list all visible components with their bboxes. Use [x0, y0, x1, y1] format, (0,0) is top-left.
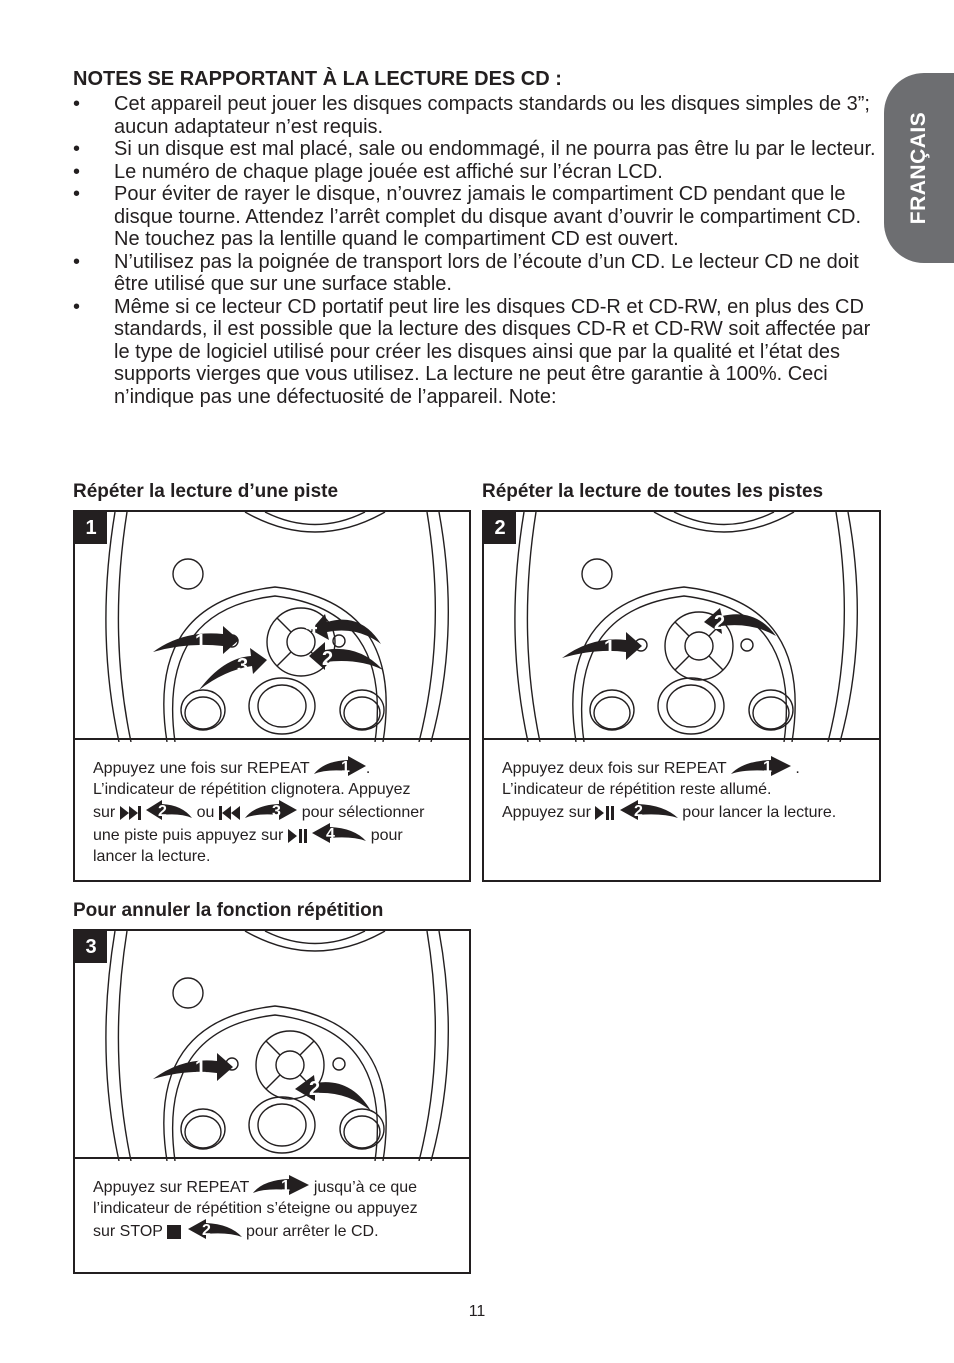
- notes-item-text: Pour éviter de rayer le disque, n’ouvrez jamais le compartiment CD pendant que le disque tourne. Attendez l’arrêt complet du disque avant d’ouvrir le compartiment CD. Ne touchez pas la lentille quand le compartiment CD est ouvert.: [114, 183, 862, 250]
- arrow-badge-icon: [314, 756, 366, 776]
- bullet: •: [73, 295, 81, 318]
- caption-text: Appuyez deux fois sur REPEAT: [502, 760, 727, 777]
- play-pause-icon: [288, 829, 308, 843]
- caption-text: l’indicateur de répétition s’éteigne ou appuyez: [93, 1200, 418, 1217]
- caption-text: Appuyez sur REPEAT: [93, 1179, 249, 1196]
- arrow-badge-icon: [245, 800, 297, 820]
- cd-player-illustration: [75, 931, 469, 1161]
- caption-text: ou: [196, 804, 215, 821]
- page-number: 11: [468, 1303, 486, 1320]
- arrow-label: 2: [309, 1078, 321, 1100]
- caption-text: Appuyez une fois sur REPEAT: [93, 760, 310, 777]
- bullet: •: [73, 183, 81, 205]
- caption-text: jusqu’à ce que: [313, 1179, 418, 1196]
- caption-text: pour: [370, 827, 403, 844]
- stop-icon: [167, 1225, 183, 1239]
- notes-item: [73, 93, 883, 138]
- panel-caption: [75, 738, 469, 880]
- bullet: •: [73, 138, 81, 160]
- notes-item-text: Le numéro de chaque plage jouée est affiché sur l’écran LCD.: [114, 160, 663, 183]
- bullet: •: [73, 160, 81, 183]
- caption-text: pour arrêter le CD.: [246, 1223, 379, 1240]
- skip-next-icon: [120, 806, 142, 820]
- notes-title: NOTES SE RAPPORTANT À LA LECTURE DES CD :: [73, 68, 562, 90]
- panel-repeat-one: [73, 510, 471, 882]
- arrow-label: 4: [306, 615, 318, 637]
- arrow-label: 2: [322, 648, 334, 670]
- caption-text: sur: [93, 804, 116, 821]
- skip-previous-icon: [219, 806, 241, 820]
- notes-item-text: Même si ce lecteur CD portatif peut lire les disques CD-R et CD-RW, en plus des CD standards, il est possible que la lecture des disques CD-R et CD-RW soit affectée par le type de logiciel utilisé pour créer les disques ainsi que par la qualité et l’état des supports vierges que vous utilisez. La lecture ne peut être garantie à 100%. Ceci n’indique pas une défectuosité de l’appareil. Note:: [114, 295, 871, 408]
- notes-list: [73, 93, 883, 408]
- cd-player-illustration: [484, 512, 879, 742]
- badge-number: 2: [633, 803, 643, 820]
- caption-text: sur STOP: [93, 1223, 163, 1240]
- arrow-badge-icon: [731, 756, 791, 776]
- caption-text: .: [795, 760, 800, 777]
- notes-item-text: Si un disque est mal placé, sale ou endommagé, il ne pourra pas être lu par le lecteur.: [114, 138, 876, 160]
- section-title-repeat-one: Répéter la lecture d’une piste: [73, 481, 339, 502]
- badge-number: 1: [281, 1178, 291, 1195]
- arrow-badge-icon: [620, 800, 678, 820]
- notes-item-text: N’utilisez pas la poignée de transport lors de l’écoute d’un CD. Le lecteur CD ne doit être utilisé que sur une surface stable.: [114, 250, 859, 295]
- panel-repeat-all: [482, 510, 881, 882]
- play-pause-icon: [595, 806, 615, 820]
- badge-number: 3: [272, 803, 282, 820]
- caption-text: .: [365, 760, 371, 777]
- arrow-label: 3: [237, 655, 249, 677]
- badge-number: 1: [340, 759, 350, 776]
- arrow-label: 1: [195, 631, 207, 653]
- section-title-cancel-repeat: Pour annuler la fonction répétition: [73, 900, 384, 921]
- panel-caption: [75, 1157, 469, 1272]
- badge-number: 2: [201, 1222, 211, 1239]
- notes-item: [73, 161, 883, 184]
- arrow-1: [153, 1053, 233, 1081]
- arrow-label: 1: [195, 1057, 207, 1079]
- badge-number: 4: [326, 826, 336, 843]
- arrow-label: 1: [604, 637, 616, 659]
- language-tab: [884, 73, 954, 263]
- panel-number: 3: [75, 931, 107, 963]
- bullet: •: [73, 93, 81, 115]
- badge-number: 2: [158, 803, 168, 820]
- notes-item: [73, 183, 883, 251]
- arrow-label: 2: [714, 612, 726, 634]
- section-title-repeat-all: Répéter la lecture de toutes les pistes: [482, 481, 824, 502]
- arrow-badge-icon: [188, 1219, 242, 1239]
- caption-text: L’indicateur de répétition clignotera. Appuyez: [93, 781, 411, 798]
- arrow-badge-icon: [253, 1175, 309, 1195]
- notes-item: [73, 138, 883, 161]
- arrow-badge-icon: [312, 823, 366, 843]
- caption-text: une piste puis appuyez sur: [93, 827, 284, 844]
- notes-item: [73, 296, 883, 409]
- caption-text: pour lancer la lecture.: [682, 804, 837, 821]
- badge-number: 1: [762, 759, 772, 776]
- bullet: •: [73, 250, 81, 273]
- cd-player-illustration: [75, 512, 469, 742]
- arrow-badge-icon: [146, 800, 192, 820]
- language-tab-label: FRANÇAIS: [907, 111, 930, 225]
- panel-caption: [484, 738, 879, 880]
- caption-text: L’indicateur de répétition reste allumé.: [502, 781, 772, 798]
- panel-number: 1: [75, 512, 107, 544]
- caption-text: Appuyez sur: [502, 804, 591, 821]
- caption-text: pour sélectionner: [301, 804, 425, 821]
- panel-number: 2: [484, 512, 516, 544]
- notes-item: [73, 251, 883, 296]
- caption-text: lancer la lecture.: [93, 848, 211, 865]
- arrow-3: [199, 648, 267, 690]
- notes-item-text: Cet appareil peut jouer les disques compacts standards ou les disques simples de 3”; aucun adaptateur n’est requis.: [114, 93, 870, 138]
- panel-cancel-repeat: [73, 929, 471, 1274]
